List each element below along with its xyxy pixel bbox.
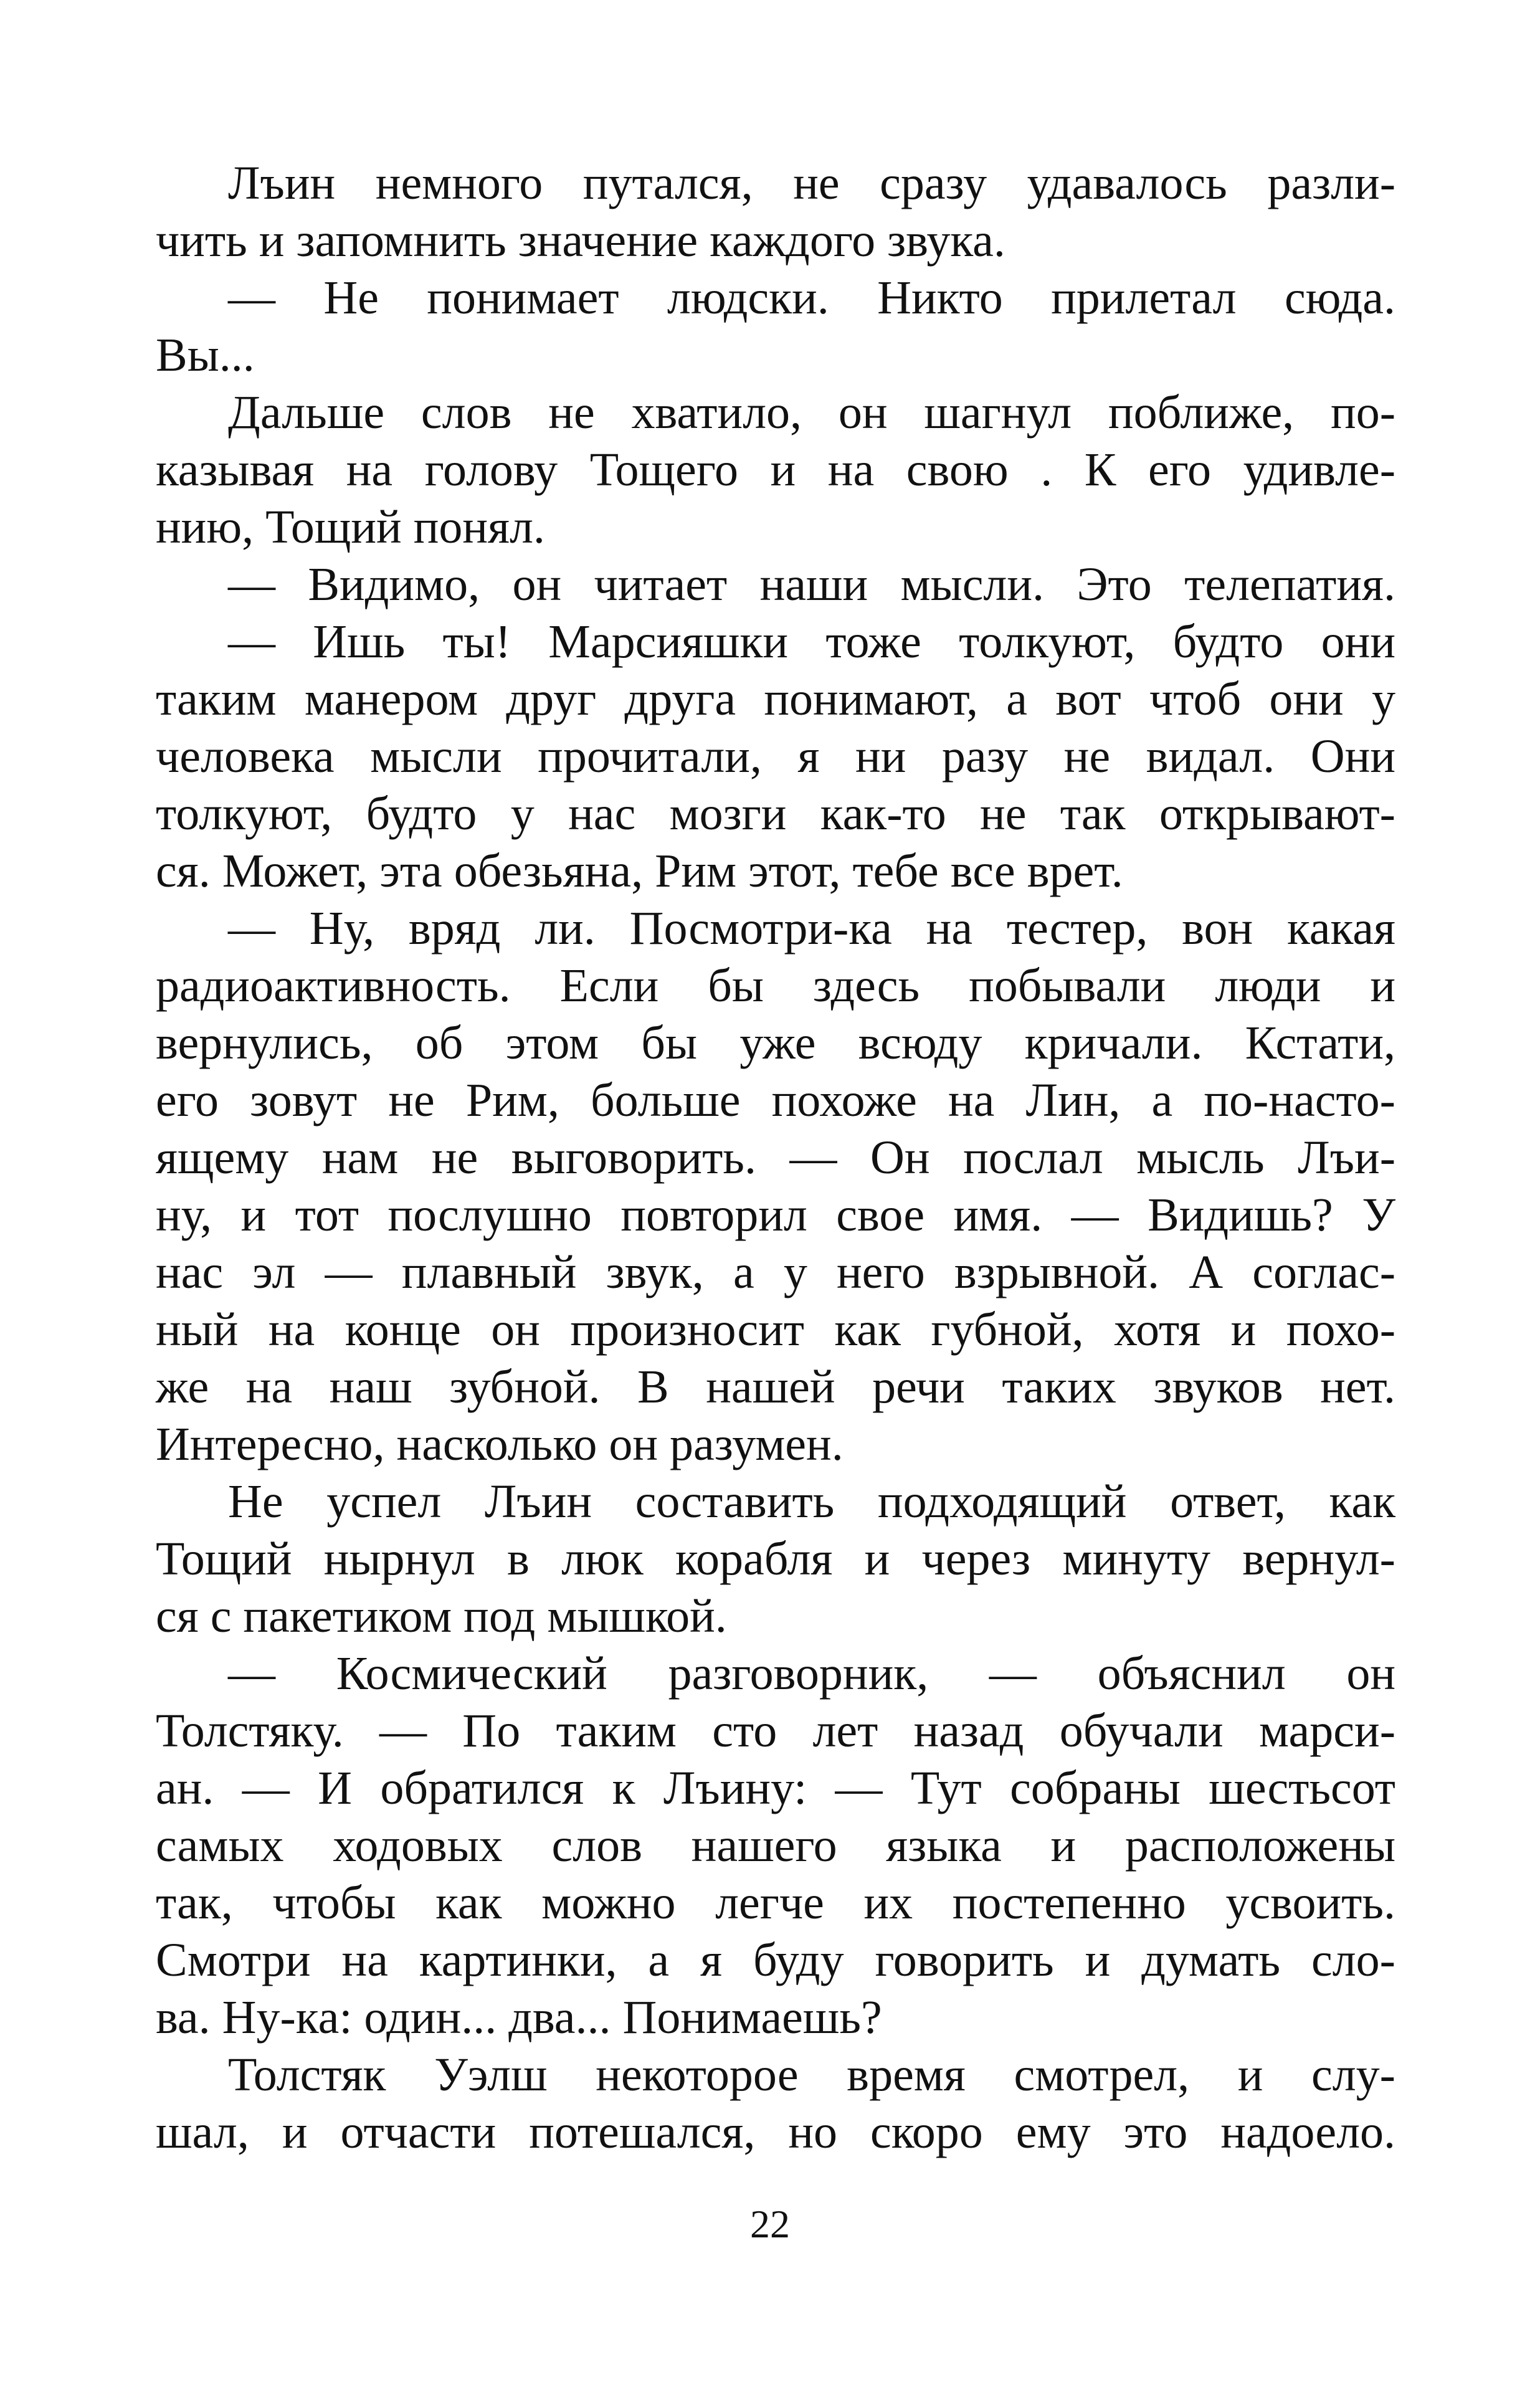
text-line: чить и запомнить значение каждого звука. [156, 214, 1005, 267]
text-line: ся. Может, эта обезьяна, Рим этот, тебе все врет. [156, 845, 1123, 897]
text-line: Вы... [156, 329, 255, 381]
text-line: же на наш зубной. В нашей речи таких звуков нет. [156, 1361, 1395, 1413]
text-line: нию, Тощий понял. [156, 501, 545, 553]
text-line: ну, и тот послушно повторил свое имя. — Видишь? У [156, 1189, 1395, 1241]
text-line: Смотри на картинки, а я буду говорить и думать сло- [156, 1934, 1395, 1986]
text-line: ящему нам не выговорить. — Он послал мысль Лъи- [156, 1131, 1395, 1184]
text-line: — Видимо, он читает наши мысли. Это телепатия. [228, 558, 1395, 611]
book-page-text [156, 155, 1395, 2161]
text-line: Толстяк Уэлш некоторое время смотрел, и слу- [228, 2049, 1395, 2101]
text-line: Интересно, насколько он разумен. [156, 1418, 844, 1470]
text-line: Не успел Лъин составить подходящий ответ, как [228, 1475, 1395, 1528]
text-line: ва. Ну-ка: один... два... Понимаешь? [156, 1991, 882, 2044]
text-line: самых ходовых слов нашего языка и расположены [156, 1819, 1395, 1872]
text-line: — Ну, вряд ли. Посмотри-ка на тестер, вон какая [228, 902, 1395, 955]
text-line: Дальше слов не хватило, он шагнул поближе, по- [228, 386, 1395, 439]
text-line: казывая на голову Тощего и на свою . К его удивле- [156, 444, 1395, 496]
text-line: так, чтобы как можно легче их постепенно усвоить. [156, 1877, 1395, 1929]
text-line: толкуют, будто у нас мозги как-то не так открывают- [156, 788, 1395, 840]
text-line: шал, и отчасти потешался, но скоро ему это надоело. [156, 2106, 1395, 2158]
text-line: его зовут не Рим, больше похоже на Лин, а по-насто- [156, 1074, 1395, 1126]
text-line: — Ишь ты! Марсияшки тоже толкуют, будто они [228, 616, 1395, 668]
text-line: радиоактивность. Если бы здесь побывали люди и [156, 960, 1395, 1012]
text-line: Толстяку. — По таким сто лет назад обучали марси- [156, 1705, 1395, 1757]
text-line: Тощий нырнул в люк корабля и через минуту вернул- [156, 1533, 1395, 1585]
text-line: таким манером друг друга понимают, а вот чтоб они у [156, 673, 1395, 725]
text-line: человека мысли прочитали, я ни разу не видал. Они [156, 730, 1395, 783]
text-line: — Космический разговорник, — объяснил он [228, 1647, 1395, 1700]
text-line: Лъин немного путался, не сразу удавалось разли- [228, 157, 1395, 209]
text-line: — Не понимает людски. Никто прилетал сюда. [228, 272, 1395, 324]
text-line: нас эл — плавный звук, а у него взрывной. А соглас- [156, 1246, 1395, 1298]
text-line: ся с пакетиком под мышкой. [156, 1590, 727, 1642]
page-number: 22 [750, 2202, 790, 2246]
text-line: ный на конце он произносит как губной, хотя и похо- [156, 1303, 1395, 1356]
text-line: ан. — И обратился к Лъину: — Тут собраны шестьсот [156, 1762, 1395, 1814]
text-line: вернулись, об этом бы уже всюду кричали. Кстати, [156, 1017, 1395, 1069]
